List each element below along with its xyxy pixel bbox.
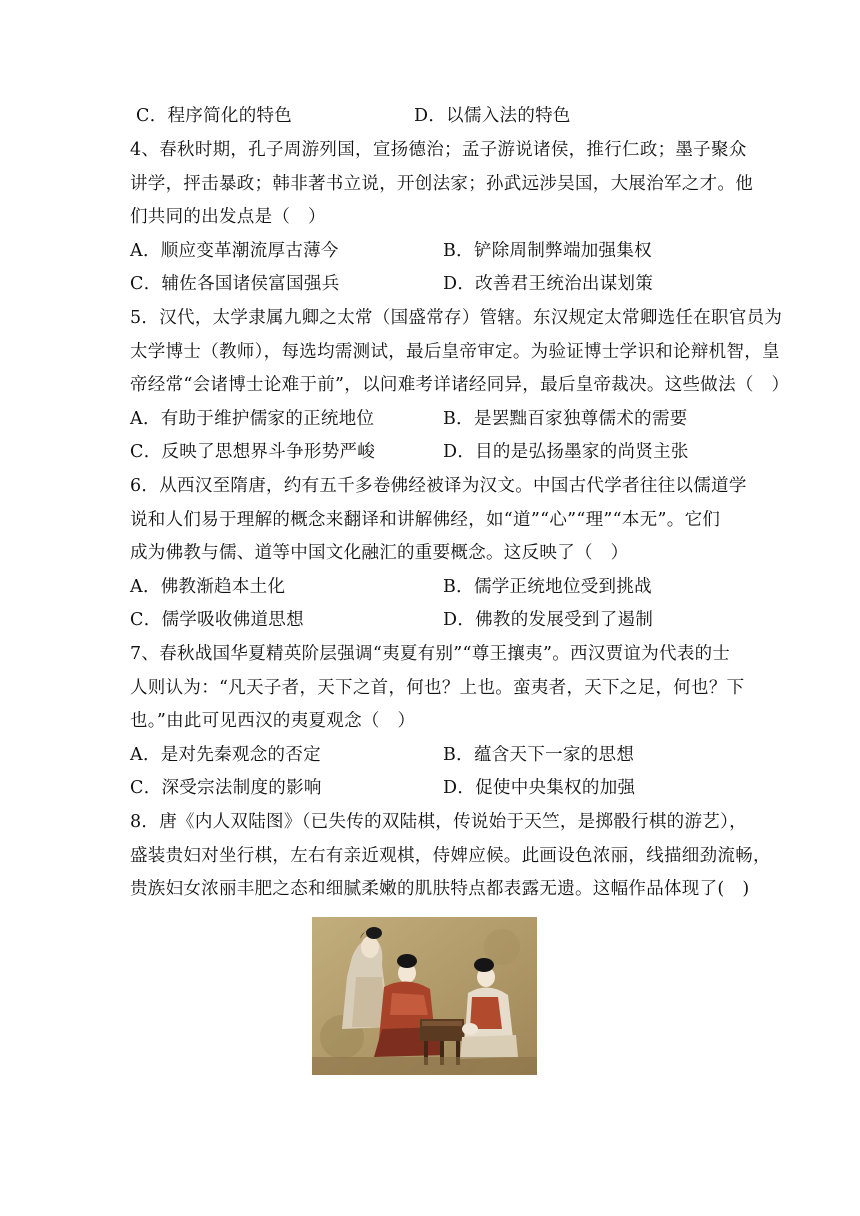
q5-stem-line-2: 太学博士（教师），每选均需测试，最后皇帝审定。为验证博士学识和论辩机智，皇 [130,342,780,362]
q8-stem-line-3: 贵族妇女浓丽丰肥之态和细腻柔嫩的肌肤特点都表露无遗。这幅作品体现了( ) [130,879,750,899]
q6-option-b: B．儒学正统地位受到挑战 [443,577,652,597]
q6-option-d: D．佛教的发展受到了遏制 [443,610,654,630]
q4-option-d: D．改善君王统治出谋划策 [443,274,654,294]
q7-option-c: C．深受宗法制度的影响 [130,778,322,798]
q6-option-c: C．儒学吸收佛道思想 [130,610,304,630]
q7-stem-line-2: 人则认为：“凡天子者，天下之首，何也？上也。蛮夷者，天下之足，何也？下 [130,678,745,698]
q7-option-a: A．是对先秦观念的否定 [130,745,321,765]
q4-stem-line-1: 4、春秋时期，孔子周游列国，宣扬德治；孟子游说诸侯，推行仁政；墨子聚众 [130,140,747,160]
q3-option-c: C．程序简化的特色 [136,106,293,126]
q4-option-b: B．铲除周制弊端加强集权 [443,241,652,261]
q7-option-d: D．促使中央集权的加强 [443,778,636,798]
q4-stem-line-3: 们共同的出发点是（ ） [130,207,326,227]
q6-stem-line-1: 6．从西汉至隋唐，约有五千多卷佛经被译为汉文。中国古代学者往往以儒道学 [130,476,747,496]
q5-option-b: B．是罢黜百家独尊儒术的需要 [443,409,688,429]
q5-stem-line-1: 5．汉代，太学隶属九卿之太常（国盛常存）管辖。东汉规定太常卿选任在职官员为 [130,308,783,328]
q7-stem-line-1: 7、春秋战国华夏精英阶层强调“夷夏有别”“尊王攘夷”。西汉贾谊为代表的士 [130,644,731,664]
q4-option-a: A．顺应变革潮流厚古薄今 [130,241,339,261]
q6-stem-line-2: 说和人们易于理解的概念来翻译和讲解佛经，如“道”“心”“理”“本无”。它们 [130,510,721,530]
q8-stem-line-2: 盛装贵妇对坐行棋，左右有亲近观棋，侍婢应候。此画设色浓丽，线描细劲流畅， [130,846,771,866]
q5-stem-line-3: 帝经常“会诸博士论难于前”，以问难考详诸经同异，最后皇帝裁决。这些做法（ ） [130,375,790,395]
q7-stem-line-3: 也。”由此可见西汉的夷夏观念（ ） [130,711,416,731]
q6-option-a: A．佛教渐趋本土化 [130,577,286,597]
q3-option-d: D．以儒入法的特色 [414,106,571,126]
q5-option-a: A．有助于维护儒家的正统地位 [130,409,375,429]
painting-image [312,917,537,1075]
q5-option-c: C．反映了思想界斗争形势严峻 [130,442,376,462]
q4-option-c: C．辅佐各国诸侯富国强兵 [130,274,340,294]
q5-option-d: D．目的是弘扬墨家的尚贤主张 [443,442,689,462]
q8-stem-line-1: 8．唐《内人双陆图》（已失传的双陆棋，传说始于天竺，是掷骰行棋的游艺）， [130,812,747,832]
q7-option-b: B．蕴含天下一家的思想 [443,745,635,765]
q6-stem-line-3: 成为佛教与儒、道等中国文化融汇的重要概念。这反映了（ ） [130,543,629,563]
q4-stem-line-2: 讲学，抨击暴政；韩非著书立说，开创法家；孙武远涉吴国，大展治军之才。他 [130,174,753,194]
